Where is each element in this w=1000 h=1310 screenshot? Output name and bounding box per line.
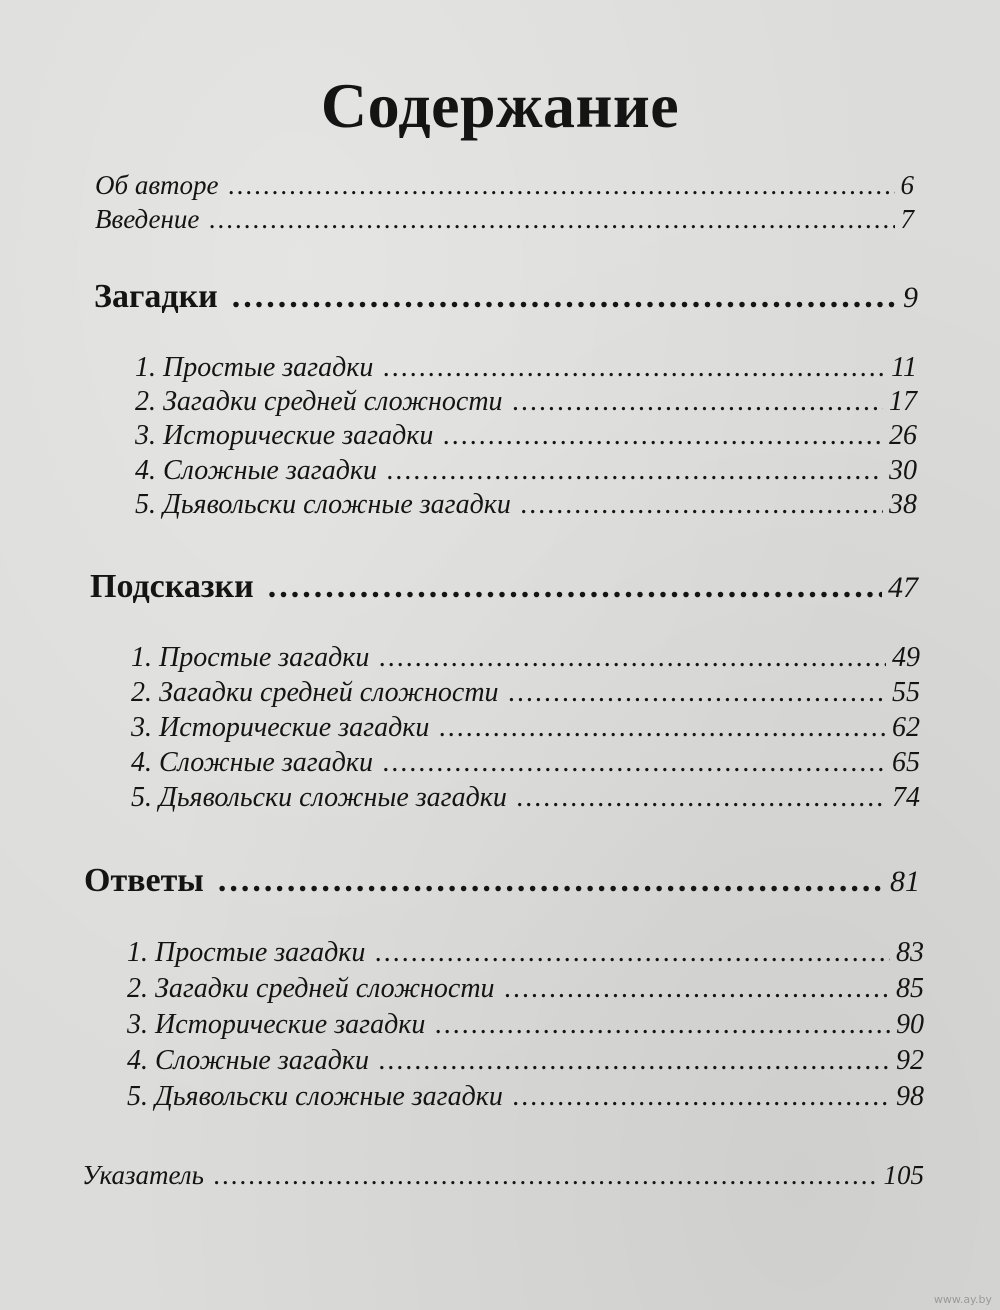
- leader-dots: [379, 642, 886, 674]
- toc-entry-index: [82, 1160, 924, 1191]
- leader-dots: [232, 278, 897, 316]
- toc-entry-label: 1. Простые загадки: [135, 352, 374, 383]
- toc-entry: [131, 712, 920, 744]
- toc-entry-page: 105: [883, 1160, 924, 1190]
- toc-entry-page: 7: [900, 204, 914, 234]
- toc-entry: [131, 642, 920, 674]
- page-title: Содержание: [320, 70, 680, 141]
- toc-entry-label: Введение: [95, 204, 200, 234]
- toc-entry-label: 4. Сложные загадки: [131, 747, 373, 778]
- leader-dots: [509, 677, 886, 709]
- toc-entry-page: 74: [892, 782, 920, 813]
- toc-section-hints: [90, 568, 918, 606]
- toc-entry: [135, 455, 917, 487]
- toc-entry-label: 3. Исторические загадки: [127, 1009, 426, 1040]
- toc-entry-label: 3. Исторические загадки: [135, 420, 434, 451]
- leader-dots: [513, 1081, 890, 1113]
- toc-section-page: 81: [890, 865, 920, 898]
- leader-dots: [439, 712, 886, 744]
- watermark: www.ay.by: [933, 1293, 992, 1306]
- leader-dots: [505, 973, 890, 1005]
- toc-entry: [135, 420, 917, 452]
- toc-entry-label: Указатель: [82, 1160, 204, 1190]
- toc-entry: [127, 937, 924, 969]
- leader-dots: [383, 747, 886, 779]
- toc-entry-label: 1. Простые загадки: [127, 937, 366, 968]
- toc-entry: [131, 747, 920, 779]
- toc-entry-page: 83: [896, 937, 924, 968]
- toc-entry-about-author: [95, 170, 914, 201]
- toc-entry: [127, 1009, 924, 1041]
- toc-entry-page: 6: [900, 170, 914, 200]
- toc-entry: [131, 677, 920, 709]
- leader-dots: [214, 1160, 878, 1191]
- toc-entry: [135, 352, 917, 384]
- toc-entry-page: 98: [896, 1081, 924, 1112]
- toc-entry-label: 2. Загадки средней сложности: [131, 677, 499, 708]
- toc-section-page: 9: [903, 281, 918, 314]
- leader-dots: [517, 782, 886, 814]
- toc-entry: [127, 1081, 924, 1113]
- toc-entry-label: 5. Дьявольски сложные загадки: [131, 782, 507, 813]
- toc-entry-introduction: [95, 204, 914, 235]
- leader-dots: [383, 352, 885, 384]
- toc-entry-label: 2. Загадки средней сложности: [135, 386, 503, 417]
- leader-dots: [513, 386, 883, 418]
- toc-entry-label: 1. Простые загадки: [131, 642, 370, 673]
- toc-entry-label: 4. Сложные загадки: [135, 455, 377, 486]
- leader-dots: [521, 489, 883, 521]
- toc-entry: [131, 782, 920, 814]
- toc-entry-page: 30: [889, 455, 917, 486]
- toc-entry-page: 26: [889, 420, 917, 451]
- toc-entry: [135, 386, 917, 418]
- toc-entry-label: 3. Исторические загадки: [131, 712, 430, 743]
- leader-dots: [229, 170, 895, 201]
- toc-entry-label: 2. Загадки средней сложности: [127, 973, 495, 1004]
- leader-dots: [435, 1009, 890, 1041]
- leader-dots: [218, 862, 884, 900]
- toc-entry-page: 17: [889, 386, 917, 417]
- toc-section-riddles: [94, 278, 918, 316]
- toc-entry-page: 62: [892, 712, 920, 743]
- toc-section-label: Загадки: [94, 278, 218, 315]
- leader-dots: [375, 937, 890, 969]
- toc-entry-page: 49: [892, 642, 920, 673]
- leader-dots: [209, 204, 894, 235]
- toc-entry-label: 4. Сложные загадки: [127, 1045, 369, 1076]
- toc-entry-page: 65: [892, 747, 920, 778]
- toc-section-label: Ответы: [84, 862, 204, 899]
- toc-entry-label: 5. Дьявольски сложные загадки: [135, 489, 511, 520]
- toc-entry-label: Об авторе: [95, 170, 219, 200]
- toc-entry-page: 92: [896, 1045, 924, 1076]
- toc-entry-page: 85: [896, 973, 924, 1004]
- toc-entry: [127, 1045, 924, 1077]
- toc-entry-page: 11: [891, 352, 917, 383]
- toc-entry: [135, 489, 917, 521]
- toc-section-answers: [84, 862, 920, 900]
- leader-dots: [379, 1045, 890, 1077]
- toc-section-label: Подсказки: [90, 568, 254, 605]
- toc-entry-page: 38: [889, 489, 917, 520]
- leader-dots: [443, 420, 883, 452]
- toc-entry-page: 90: [896, 1009, 924, 1040]
- toc-entry-page: 55: [892, 677, 920, 708]
- leader-dots: [387, 455, 883, 487]
- toc-entry: [127, 973, 924, 1005]
- toc-entry-label: 5. Дьявольски сложные загадки: [127, 1081, 503, 1112]
- toc-section-page: 47: [888, 571, 918, 604]
- leader-dots: [268, 568, 882, 606]
